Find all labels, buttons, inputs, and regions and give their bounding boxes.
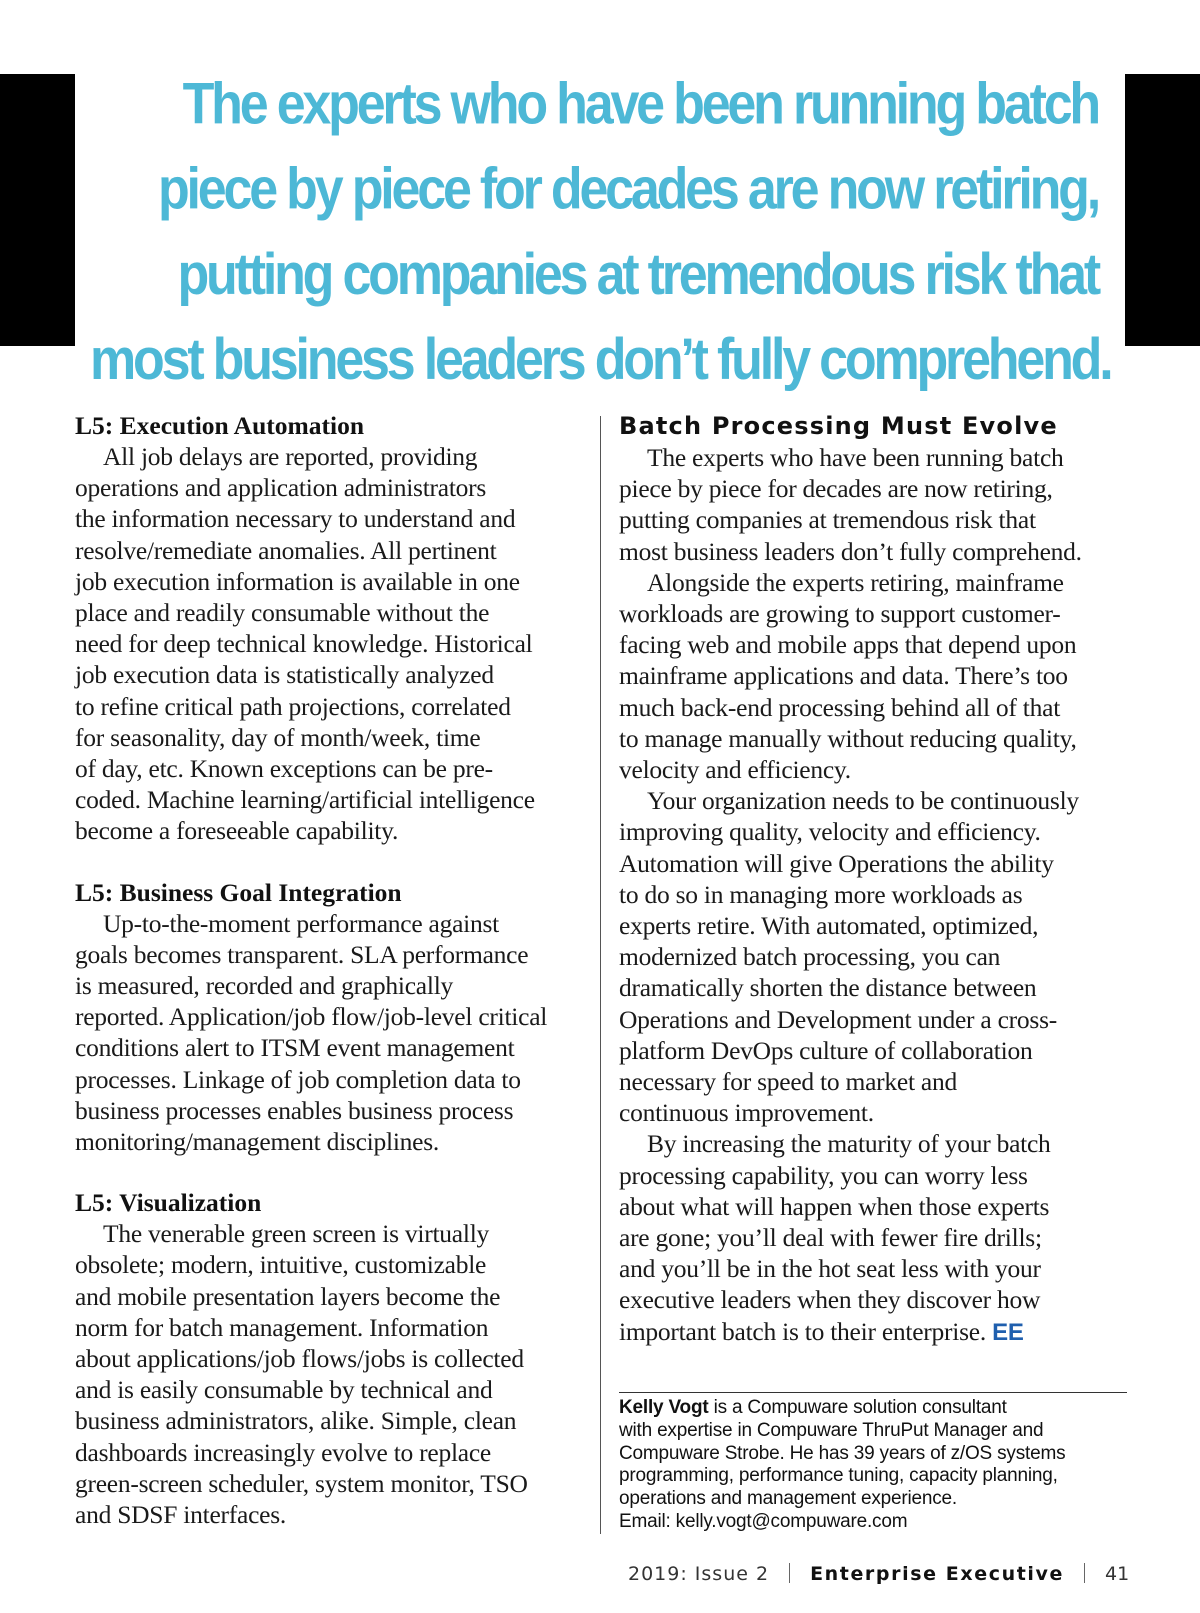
footer-separator (1084, 1563, 1085, 1583)
text-line: Up-to-the-moment performance against (103, 908, 500, 938)
author-name: Kelly Vogt (619, 1397, 709, 1418)
bio-first-line: is a Compuware solution consultant (708, 1397, 1007, 1418)
decorative-bar-right (1125, 74, 1200, 346)
text-line: place and readily consumable without the (75, 598, 490, 628)
footer-separator (789, 1563, 790, 1583)
text-line: for seasonality, day of month/week, time (75, 722, 481, 752)
text-line-content: facing web and mobile apps that depend upon (619, 630, 1077, 660)
text-line: goals becomes transparent. SLA performance (75, 939, 529, 969)
bio-line (619, 1397, 1129, 1420)
text-line-content: important batch is to their enterprise. (619, 1316, 986, 1346)
text-line (619, 941, 1129, 972)
section-heading: L5: Business Goal Integration (75, 877, 402, 907)
text-line: norm for batch management. Information (75, 1312, 489, 1342)
text-line-content: and you’ll be in the hot seat less with your (619, 1254, 1041, 1284)
right-column (619, 410, 1129, 1348)
text-line-content: Alongside the experts retiring, mainframe (647, 567, 1064, 597)
body-paragraph (619, 567, 1129, 785)
text-line-content: workloads are growing to support customer- (619, 599, 1061, 629)
text-line: All job delays are reported, providing (103, 442, 478, 471)
text-line (619, 1284, 1129, 1315)
section-heading: L5: Execution Automation (75, 411, 365, 440)
pull-quote (90, 62, 1111, 402)
text-line: the information necessary to understand and (75, 504, 516, 534)
text-line: job execution data is statistically analyzed (75, 660, 494, 690)
text-line-content: to manage manually without reducing quality, (619, 723, 1077, 753)
page-footer (628, 1563, 1128, 1585)
text-line: is measured, recorded and graphically (75, 971, 454, 1001)
text-line-content: continuous improvement. (619, 1098, 874, 1128)
bio-line: with expertise in Compuware ThruPut Manager and (619, 1419, 1044, 1441)
text-line: obsolete; modern, intuitive, customizable (75, 1250, 487, 1280)
text-line-content: mainframe applications and data. There’s too (619, 661, 1068, 691)
text-line (619, 1160, 1129, 1191)
end-mark: EE (992, 1318, 1024, 1346)
text-line (619, 1316, 1129, 1348)
body-paragraph (75, 1218, 595, 1530)
text-line (619, 504, 1129, 535)
text-line: reported. Application/job flow/job-level critical (75, 1002, 548, 1032)
publication-name: Enterprise Executive (810, 1563, 1064, 1585)
body-paragraph (619, 785, 1129, 1128)
text-line (619, 692, 1129, 723)
text-line (619, 660, 1129, 691)
text-line (619, 1097, 1129, 1128)
text-line-content: Your organization needs to be continuously (647, 786, 1079, 816)
text-line-content: about what will happen when those experts (619, 1191, 1050, 1221)
text-line-content: The experts who have been running batch (647, 443, 1064, 472)
pull-quote-line: The experts who have been running batch (182, 72, 1098, 138)
bio-line: programming, performance tuning, capacity planning, (619, 1465, 1058, 1487)
text-line-content: piece by piece for decades are now retiring, (619, 474, 1053, 504)
text-line-content: much back-end processing behind all of that (619, 692, 1061, 722)
text-line (619, 723, 1129, 754)
text-line-content: Automation will give Operations the ability (619, 848, 1054, 878)
text-line-content: By increasing the maturity of your batch (647, 1129, 1051, 1159)
text-line: processes. Linkage of job completion data to (75, 1064, 521, 1094)
text-line-content: putting companies at tremendous risk that (619, 505, 1036, 535)
text-line: dashboards increasingly evolve to replace (75, 1437, 492, 1467)
section-heading: L5: Visualization (75, 1188, 262, 1218)
text-line (619, 442, 1129, 473)
text-line (619, 785, 1129, 816)
text-line-content: are gone; you’ll deal with fewer fire drills; (619, 1223, 1042, 1253)
text-line-content: necessary for speed to market and (619, 1067, 957, 1097)
body-paragraph (75, 908, 595, 1158)
bio-email: Email: kelly.vogt@compuware.com (619, 1510, 908, 1532)
text-line: and is easily consumable by technical and (75, 1375, 493, 1405)
text-line-content: experts retire. With automated, optimized, (619, 911, 1039, 941)
text-line-content: most business leaders don’t fully comprehend. (619, 536, 1082, 566)
text-line (619, 1191, 1129, 1222)
page-number: 41 (1104, 1563, 1130, 1585)
text-line: business processes enables business process (75, 1095, 514, 1125)
text-line (619, 910, 1129, 941)
bio-divider (619, 1392, 1127, 1393)
text-line: and SDSF interfaces. (75, 1500, 287, 1530)
text-line-content: to do so in managing more workloads as (619, 879, 1023, 909)
decorative-bar-left (0, 74, 75, 346)
text-line: of day, etc. Known exceptions can be pre- (75, 754, 493, 784)
text-line-content: velocity and efficiency. (619, 755, 851, 785)
section-heading-batch-processing: Batch Processing Must Evolve (619, 412, 1058, 440)
body-paragraph (75, 441, 595, 847)
text-line: The venerable green screen is virtually (103, 1219, 490, 1249)
text-line-content: processing capability, you can worry less (619, 1160, 1028, 1190)
text-line (619, 567, 1129, 598)
text-line: need for deep technical knowledge. Historical (75, 629, 533, 659)
text-line: become a foreseeable capability. (75, 816, 399, 846)
left-column (75, 410, 595, 1530)
text-line (619, 816, 1129, 847)
text-line: coded. Machine learning/artificial intelligence (75, 785, 535, 815)
text-line (619, 1035, 1129, 1066)
text-line: resolve/remediate anomalies. All pertinent (75, 535, 497, 565)
pull-quote-line: piece by piece for decades are now retiring, (157, 157, 1098, 223)
text-line: green-screen scheduler, system monitor, TSO (75, 1468, 528, 1498)
text-line (619, 754, 1129, 785)
text-line: monitoring/management disciplines. (75, 1127, 440, 1157)
text-line (619, 598, 1129, 629)
body-paragraph (619, 1128, 1129, 1347)
text-line (619, 629, 1129, 660)
pull-quote-line: putting companies at tremendous risk that (177, 242, 1098, 308)
text-line-content: improving quality, velocity and efficiency. (619, 817, 1041, 847)
text-line (619, 473, 1129, 504)
author-bio (619, 1397, 1129, 1534)
text-line (619, 1066, 1129, 1097)
text-line (619, 1128, 1129, 1159)
text-line (619, 879, 1129, 910)
text-line: about applications/job flows/jobs is collected (75, 1344, 524, 1374)
bio-line: operations and management experience. (619, 1488, 957, 1510)
text-line-content: platform DevOps culture of collaboration (619, 1035, 1033, 1065)
text-line-content: dramatically shorten the distance between (619, 973, 1037, 1003)
text-line (619, 972, 1129, 1003)
text-line (619, 848, 1129, 879)
text-line (619, 1004, 1129, 1035)
text-line: operations and application administrators (75, 473, 487, 503)
bio-line: Compuware Strobe. He has 39 years of z/OS systems (619, 1442, 1066, 1464)
issue-label: 2019: Issue 2 (628, 1563, 770, 1585)
text-line (619, 536, 1129, 567)
text-line: to refine critical path projections, correlated (75, 691, 511, 721)
text-line (619, 1222, 1129, 1253)
text-line: job execution information is available in one (75, 566, 520, 596)
text-line: conditions alert to ITSM event management (75, 1033, 515, 1063)
pull-quote-line: most business leaders don’t fully comprehend. (90, 327, 1111, 393)
text-line-content: executive leaders when they discover how (619, 1285, 1041, 1315)
text-line: business administrators, alike. Simple, clean (75, 1406, 517, 1436)
text-line-content: modernized batch processing, you can (619, 942, 1001, 972)
column-divider (600, 416, 601, 1534)
text-line-content: Operations and Development under a cross- (619, 1004, 1057, 1034)
body-paragraph (619, 442, 1129, 567)
text-line: and mobile presentation layers become the (75, 1281, 501, 1311)
text-line (619, 1253, 1129, 1284)
